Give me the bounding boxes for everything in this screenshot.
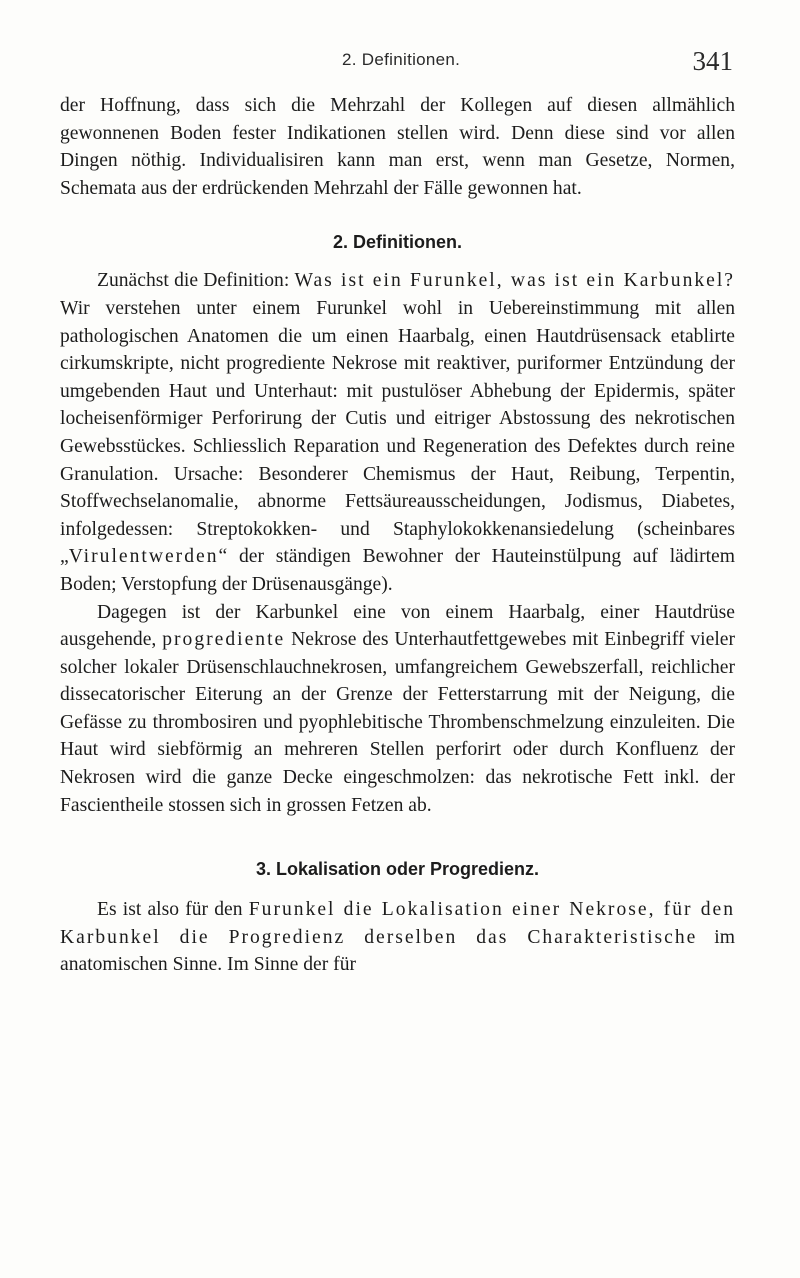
text-run: Nekrose des Unterhautfettgewebes mit Einbegriff vieler solcher lokaler Drüsenschlauchnekrosen, umfangreichem Gewebszerfall, reichlicher dissecatorischer Eiterung an der Grenze der Fetterstarrung mit der Neigung, die Gefässe zu thrombosiren und pyophlebitische Thrombenschmelzung einzuleiten. Die Haut wird siebförmig an mehreren Stellen perforirt oder durch Konfluenz der Nekrosen wird die ganze Decke eingeschmolzen: das nekrotische Fett inkl. der Fascientheile stossen sich in grossen Fetzen ab.	[60, 629, 735, 816]
running-title: 2. Definitionen.	[342, 50, 461, 69]
paragraph-definition-karbunkel	[60, 599, 735, 820]
text-run: “ der ständigen Bewohner der Hauteinstülpung auf lädirtem Boden; Verstopfung der Drüsenausgänge).	[60, 546, 735, 595]
body-text	[60, 92, 735, 979]
text-run: Zunächst die Definition:	[97, 270, 295, 292]
text-run: im anatomischen Sinne. Im Sinne der für	[60, 926, 735, 976]
section-heading-lokalisation: 3. Lokalisation oder Progredienz.	[255, 859, 540, 880]
emphasis-question: Was ist ein Furunkel, was ist ein Karbunkel?	[294, 270, 736, 292]
section-heading-definitionen: 2. Definitionen.	[332, 232, 462, 253]
emphasis-virulentwerden: Virulentwerden	[68, 546, 219, 568]
text-run: Dagegen ist der Karbunkel eine von einem Haarbalg, einer Hautdrüse ausgehende,	[60, 601, 735, 651]
running-header	[60, 46, 735, 86]
page-number: 341	[692, 46, 733, 76]
paragraph-lokalisation	[60, 896, 735, 979]
emphasis-charakteristische: Furunkel die Lokalisation einer Nekrose, für den Karbunkel die Progredienz derselben das Charakteristische	[60, 899, 735, 948]
emphasis-progrediente: progrediente	[162, 629, 286, 651]
text-run: Es ist also für den	[97, 899, 249, 921]
paragraph-continuation: der Hoffnung, dass sich die Mehrzahl der Kollegen auf diesen allmählich gewonnenen Boden fester Indikationen stellen wird. Denn diese sind vor allen Dingen nöthig. Individualisiren kann man erst, wenn man Gesetze, Normen, Schemata aus der erdrückenden Mehrzahl der Fälle gewonnen hat.	[60, 95, 735, 199]
text-run: Wir verstehen unter einem Furunkel wohl in Uebereinstimmung mit allen pathologischen Anatomen die um einen Haarbalg, einen Hautdrüsensack etablirte cirkumskripte, nicht progrediente Nekrose mit reaktiver, puriformer Entzündung der umgebenden Haut und Unterhaut: mit pustulöser Abhebung der Epidermis, später locheisenförmiger Perforirung der Cutis und eitriger Abstossung des nekrotischen Gewebsstückes. Schliesslich Reparation und Regeneration des Defektes durch reine Granulation. Ursache: Besonderer Chemismus der Haut, Reibung, Terpentin, Stoffwechselanomalie, abnorme Fettsäureausscheidungen, Jodismus, Diabetes, infolgedessen: Streptokokken- und Staphylokokkenansiedelung (scheinbares „	[60, 297, 735, 568]
paragraph-definition-furunkel	[60, 267, 735, 598]
